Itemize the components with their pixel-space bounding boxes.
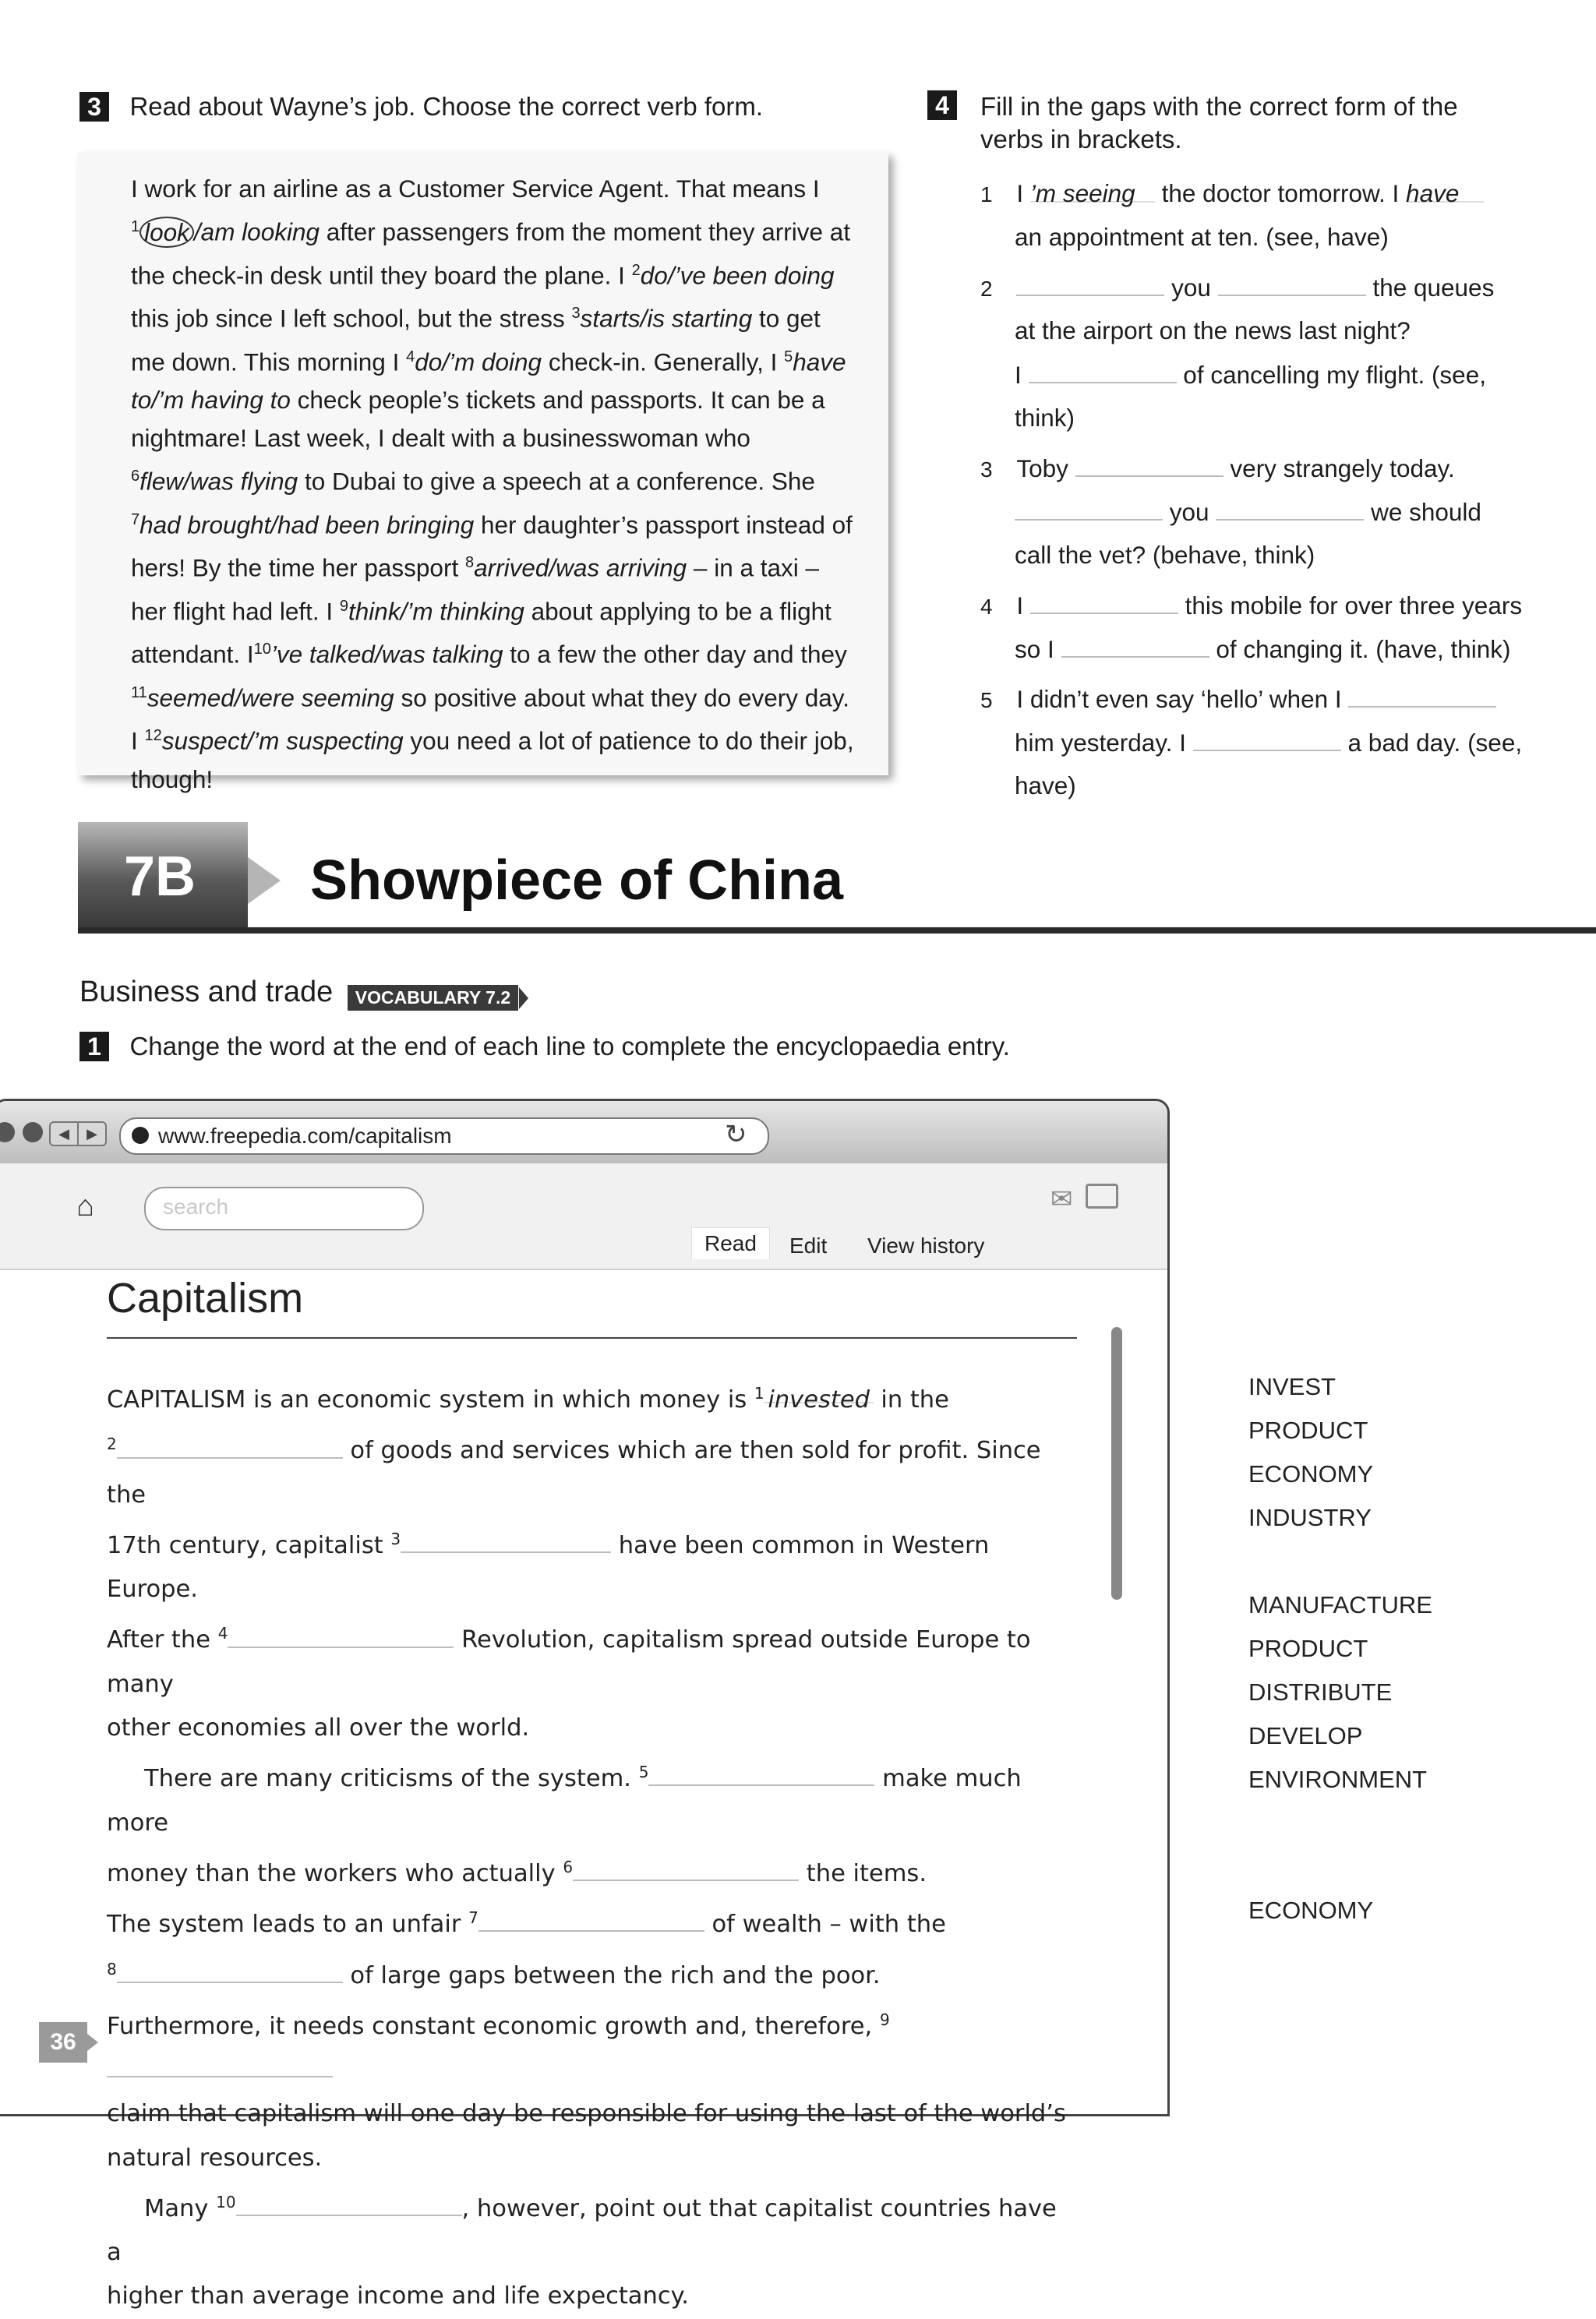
exercise-number: 4 — [927, 90, 957, 120]
text-segment: to get me down. This morning I — [131, 304, 821, 376]
gap-number: 3 — [571, 305, 581, 322]
text-segment: I work for an airline as a Customer Service Agent. That means I — [131, 175, 820, 203]
gap-number: 1 — [754, 1384, 764, 1403]
item-text: call the vet? (behave, think) — [1015, 541, 1315, 569]
gap-number: 1 — [131, 218, 140, 235]
text-segment: claim that capitalism will one day be responsible for using the last of the world’s — [107, 2100, 1066, 2128]
choice: suspect/’m suspecting — [161, 726, 404, 755]
text-segment: check people’s tickets and passports. It can be a nightmare! Last week, I dealt with a businesswoman who — [131, 386, 825, 452]
answer-gap[interactable] — [1193, 726, 1341, 751]
answer-gap[interactable] — [478, 1907, 704, 1932]
choice: starts/is starting — [580, 304, 753, 333]
text-segment: to Dubai to give a speech at a conference. She — [298, 467, 815, 496]
item-number: 5 — [980, 688, 993, 712]
window-button-icon[interactable] — [0, 1122, 15, 1142]
word-prompt: ENVIRONMENT — [1248, 1766, 1428, 1793]
answer-gap[interactable] — [401, 1528, 611, 1553]
tab-edit[interactable]: Edit — [789, 1234, 828, 1258]
text-segment: , however, point out that capitalist countries have a — [107, 2195, 1057, 2267]
answer-gap[interactable] — [236, 2191, 462, 2216]
reading-text — [131, 170, 860, 799]
choice: do/’ve been doing — [640, 261, 835, 289]
gap-number: 2 — [107, 1435, 117, 1454]
exercise-number: 3 — [79, 92, 109, 122]
page-arrow-icon — [87, 2034, 98, 2051]
answer-gap[interactable] — [648, 1761, 874, 1786]
gap-number: 5 — [638, 1763, 649, 1782]
text-segment: her daughter’s passport instead of hers! By the time her passport — [131, 510, 853, 582]
text-segment: you need a lot of patience to do their job, though! — [131, 726, 854, 793]
answer-gap[interactable] — [228, 1623, 454, 1648]
choice: do/’m doing — [415, 348, 542, 376]
url-text: www.freepedia.com/capitalism — [158, 1124, 452, 1148]
choice: /am looking — [193, 217, 320, 246]
exercise-3-header — [79, 90, 763, 123]
choice: flew/was flying — [139, 467, 298, 496]
item-text: we should — [1371, 498, 1481, 526]
unit-title: Showpiece of China — [310, 849, 844, 912]
exercise-1-header — [79, 1030, 1010, 1063]
text-segment: to a few the other day and they — [503, 640, 847, 669]
ex4-item-3 — [980, 452, 1455, 485]
ex4-item-1 — [980, 178, 1484, 210]
answer-gap[interactable] — [1015, 496, 1163, 521]
text-segment: have been common in Western Europe. — [107, 1532, 990, 1604]
gap-number: 5 — [784, 348, 793, 365]
item-text: you — [1169, 498, 1209, 526]
gap-number: 10 — [216, 2192, 236, 2211]
answer-gap[interactable] — [1061, 633, 1209, 658]
gap-number: 8 — [464, 554, 475, 571]
ex4-item-2-line3 — [1015, 358, 1486, 390]
reload-icon[interactable]: ↻ — [725, 1120, 747, 1149]
choice: have to/’m having to — [131, 348, 846, 414]
gap-number: 11 — [131, 683, 147, 701]
gap-number: 4 — [217, 1624, 228, 1643]
page-navigation — [0, 1163, 1167, 1270]
text-segment: other economies all over the world. — [107, 1714, 530, 1742]
word-prompt: MANUFACTURE — [1248, 1591, 1432, 1618]
answer-gap[interactable] — [117, 1958, 343, 1983]
article-title: Capitalism — [107, 1275, 304, 1322]
section-title: Business and trade — [79, 976, 334, 1008]
text-segment: natural resources. — [107, 2144, 323, 2172]
choice: ’ve talked/was talking — [270, 640, 503, 669]
divider — [78, 927, 1596, 934]
exercise-4-header — [927, 90, 1551, 156]
item-text: so I — [1015, 635, 1054, 663]
item-text: I — [1016, 591, 1024, 619]
item-text: a bad day. (see, — [1347, 729, 1523, 757]
answer-gap[interactable] — [1075, 452, 1223, 477]
answer-gap[interactable] — [1406, 178, 1484, 207]
gap-number: 7 — [468, 1908, 478, 1928]
gap-number: 6 — [563, 1857, 574, 1876]
word-prompt: PRODUCT — [1248, 1417, 1368, 1444]
item-text: him yesterday. I — [1015, 729, 1186, 757]
page-number: 36 — [39, 2022, 87, 2063]
text-segment: this job since I left school, but the stress — [131, 304, 572, 333]
filled-answer: ’m seeing — [1029, 179, 1135, 207]
text-segment: After the — [107, 1626, 218, 1654]
answer-gap[interactable] — [1016, 271, 1164, 296]
scrollbar[interactable] — [1111, 1327, 1122, 1600]
text-segment: of wealth – with the — [704, 1911, 946, 1939]
item-text: this mobile for over three years — [1185, 591, 1523, 619]
ex4-item-4 — [980, 589, 1522, 623]
gap-number: 12 — [144, 727, 162, 744]
text-segment: after passengers from the moment they arrive at the check-in desk until they board the plane. I — [131, 217, 851, 289]
word-prompt: PRODUCT — [1248, 1635, 1368, 1662]
gap-number: 9 — [879, 2010, 890, 2029]
forward-icon[interactable]: ▶ — [77, 1121, 107, 1146]
item-text: the doctor tomorrow. I — [1161, 179, 1400, 207]
item-text: have) — [1015, 771, 1076, 799]
text-segment: – in a taxi – her flight had left. I — [131, 553, 820, 625]
item-text: the queues — [1372, 274, 1495, 302]
item-text: I didn’t even say ‘hello’ when I — [1016, 685, 1342, 713]
answer-gap[interactable] — [1029, 178, 1155, 207]
text-segment: 17th century, capitalist — [107, 1532, 391, 1560]
gap-number: 8 — [107, 1959, 117, 1978]
exercise-number: 1 — [79, 1032, 109, 1061]
badge-arrow-icon — [519, 987, 528, 1009]
vocabulary-badge — [348, 985, 518, 1011]
word-prompt: ECONOMY — [1248, 1897, 1374, 1924]
banner-arrow-icon — [248, 857, 281, 904]
text-segment: check-in. Generally, I — [542, 348, 785, 376]
answer-gap[interactable] — [1348, 683, 1496, 708]
text-segment: CAPITALISM is an economic system in which money is — [107, 1386, 754, 1414]
item-text: of cancelling my flight. (see, — [1183, 361, 1486, 389]
text-segment: higher than average income and life expectancy. — [107, 2282, 689, 2310]
answer-gap[interactable] — [1030, 589, 1178, 614]
exercise-instruction: Read about Wayne’s job. Choose the correct verb form. — [129, 92, 764, 121]
text-segment: the items. — [799, 1859, 927, 1887]
item-text: think) — [1015, 404, 1075, 432]
ex4-item-3-line2 — [1015, 496, 1481, 528]
badge-label: VOCABULARY 7.2 — [355, 987, 511, 1008]
item-number: 4 — [980, 595, 993, 619]
exercise-instruction: verbs in brackets. — [980, 125, 1182, 154]
text-segment: about applying to be a flight attendant. I — [131, 597, 832, 669]
browser-toolbar — [0, 1101, 1167, 1163]
answer-gap[interactable] — [1218, 271, 1366, 296]
gap-number: 2 — [631, 261, 641, 279]
item-text: of changing it. (have, think) — [1216, 635, 1511, 663]
unit-code: 7B — [123, 845, 196, 908]
word-prompt: INVEST — [1248, 1373, 1336, 1400]
ex4-item-5-line2 — [1015, 726, 1522, 758]
word-prompt: DISTRIBUTE — [1248, 1678, 1393, 1706]
text-segment: of goods and services which are then sold for profit. Since the — [107, 1437, 1041, 1509]
text-segment: Furthermore, it needs constant economic growth and, therefore, — [107, 2013, 880, 2041]
exercise-instruction: Fill in the gaps with the correct form of the — [980, 92, 1458, 121]
text-segment: in the — [873, 1386, 949, 1414]
answer-gap[interactable] — [573, 1856, 799, 1881]
search-placeholder: search — [163, 1195, 229, 1219]
lock-icon — [132, 1127, 149, 1144]
article-body — [107, 1371, 1077, 2319]
item-number: 3 — [980, 457, 993, 482]
text-segment: money than the workers who actually — [107, 1859, 563, 1887]
answer-gap[interactable] — [117, 1434, 343, 1459]
item-number: 1 — [980, 182, 993, 206]
item-text: at the airport on the news last night? — [1015, 316, 1411, 344]
choice: arrived/was arriving — [474, 553, 687, 582]
item-text: very strangely today. — [1230, 454, 1455, 482]
mail-icon[interactable]: ✉ — [1050, 1184, 1073, 1214]
text-segment: of large gaps between the rich and the poor. — [342, 1961, 881, 1989]
tab-view-history[interactable]: View history — [867, 1234, 985, 1258]
section-heading — [79, 976, 528, 1011]
text-segment: Revolution, capitalism spread outside Europe to many — [107, 1626, 1031, 1698]
choice: had brought/had been bringing — [139, 510, 475, 538]
text-segment: There are many criticisms of the system. — [144, 1765, 639, 1793]
gap-number: 7 — [131, 510, 140, 528]
answer-gap[interactable] — [107, 2053, 333, 2077]
word-prompt: INDUSTRY — [1248, 1504, 1372, 1531]
item-number: 2 — [980, 277, 993, 301]
home-icon[interactable]: ⌂ — [76, 1190, 94, 1223]
answer-gap[interactable] — [1216, 496, 1364, 521]
choice: seemed/were seeming — [147, 683, 394, 711]
text-segment: Many — [144, 2195, 217, 2223]
title-divider — [107, 1337, 1077, 1339]
gap-number: 3 — [390, 1529, 401, 1548]
text-segment: The system leads to an unfair — [107, 1911, 469, 1939]
filled-answer: have — [1406, 179, 1460, 207]
filled-answer: invested — [768, 1386, 870, 1414]
text-segment: make much more — [107, 1765, 1022, 1837]
exercise-instruction: Change the word at the end of each line to complete the encyclopaedia entry. — [129, 1032, 1010, 1061]
word-prompt: DEVELOP — [1248, 1722, 1363, 1749]
ex4-item-4-line2 — [1015, 633, 1511, 665]
answer-gap[interactable] — [1029, 358, 1177, 383]
gap-number: 6 — [131, 468, 140, 485]
text-segment: so positive about what they do every day. I — [131, 683, 849, 755]
item-text: I — [1016, 179, 1024, 207]
search-input[interactable] — [144, 1187, 424, 1230]
item-text: you — [1171, 274, 1211, 302]
choice: think/’m thinking — [348, 597, 524, 625]
address-bar[interactable] — [119, 1117, 769, 1155]
back-icon[interactable]: ◀ — [49, 1121, 79, 1146]
print-icon[interactable] — [1086, 1184, 1118, 1209]
gap-number: 9 — [339, 597, 349, 615]
ex4-item-2 — [980, 271, 1494, 305]
item-text: an appointment at ten. (see, have) — [1015, 223, 1389, 251]
ex4-item-5 — [980, 683, 1496, 716]
window-button-icon[interactable] — [23, 1122, 43, 1142]
gap-number: 10 — [253, 641, 271, 658]
word-prompt: ECONOMY — [1248, 1460, 1374, 1488]
chosen-answer: look — [139, 217, 194, 248]
item-text: Toby — [1016, 454, 1068, 482]
answer-gap[interactable] — [764, 1378, 874, 1414]
tab-read[interactable]: Read — [691, 1227, 770, 1259]
gap-number: 4 — [406, 348, 415, 365]
item-text: I — [1015, 361, 1022, 389]
